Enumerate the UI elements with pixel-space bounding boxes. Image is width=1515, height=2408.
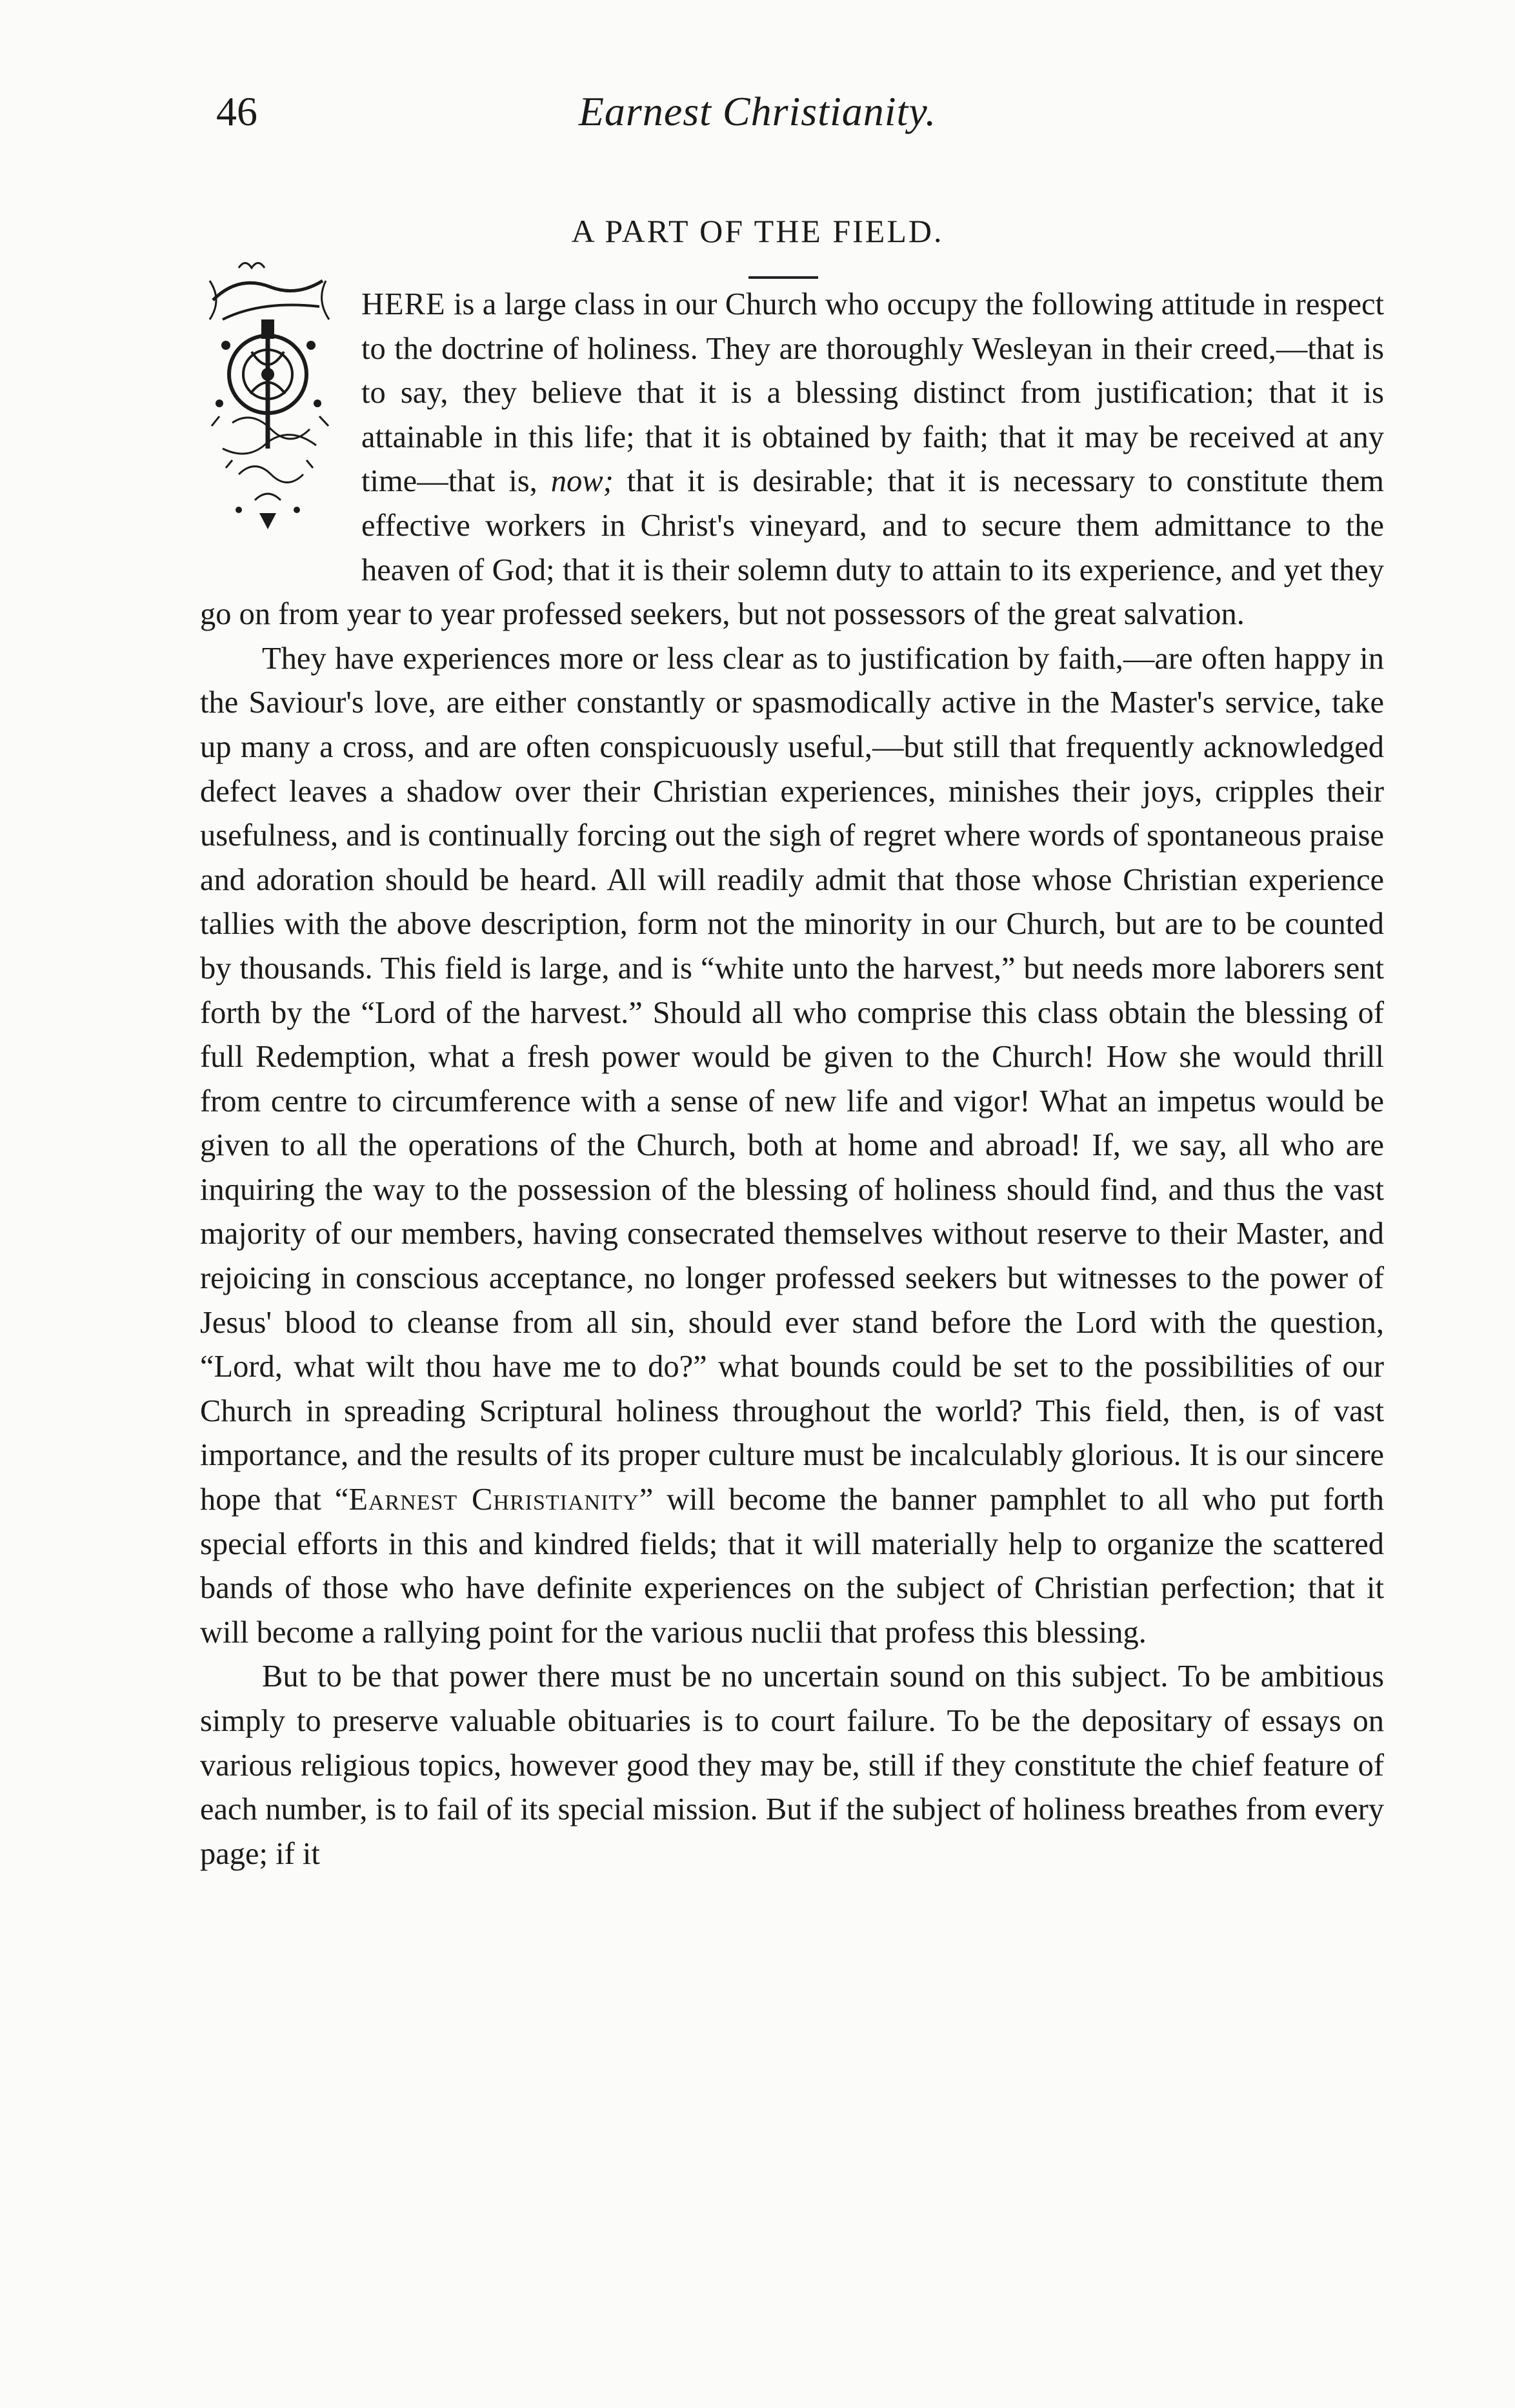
title-divider <box>748 276 818 279</box>
dropcap-letter: T <box>200 255 201 256</box>
article-body <box>200 283 1384 1876</box>
emphasis-now: now; <box>550 464 614 499</box>
page-number: 46 <box>216 88 257 134</box>
running-title: Earnest Christianity. <box>578 88 937 134</box>
opening-word: HERE <box>361 287 446 321</box>
paragraph-3: But to be that power there must be no uncertain sound on this subject. To be ambitious simply to preserve valuable obituaries is to court failure. To be the depositary of essays on various religious topics, however good they may be, still if they constitute the chief feature of each number, is to fail of its special mission. But if the subject of holiness breathes from every page; if it <box>200 1659 1384 1871</box>
section-title: A PART OF THE FIELD. <box>571 213 944 249</box>
paragraph-1: HERE is a large class in our Church who occupy the following attitude in respect to the doctrine of holiness. They are thoroughly Wesleyan in their creed,—that is to say, they believe that it is a blessing distinct from justification; that it is attainable in this life; that it is obtained by faith; that it may be received at any time—that is, now; that it is desirable; that it is necessary to constitute them effective workers in Christ's vineyard, and to secure them admittance to the heaven of God; that it is their solemn duty to attain to its experience, and yet they go on from year to year professed seekers, but not possessors of the great salvation. <box>200 287 1384 632</box>
paragraph-2: They have experiences more or less clear as to justification by faith,—are often happy in the Saviour's love, are either constantly or spasmodically active in the Master's service, take up many a cross, and are often conspicuously useful,—but still that frequently acknowledged defect leaves a shadow over their Christian experiences, minishes their joys, cripples their usefulness, and is continually forcing out the sigh of regret where words of spontaneous praise and adoration should be heard. All will readily admit that those whose Christian experience tallies with the above description, form not the minority in our Church, but are to be counted by thousands. This field is large, and is “white unto the harvest,” but needs more laborers sent forth by the “Lord of the harvest.” Should all who comprise this class obtain the blessing of full Redemption, what a fresh power would be given to the Church! How she would thrill from centre to circumference with a sense of new life and vigor! What an impetus would be given to all the operations of the Church, both at home and abroad! If, we say, all who are inquiring the way to the possession of the blessing of holiness should find, and thus the vast majority of our members, having consecrated themselves without reserve to their Master, and rejoicing in conscious acceptance, no longer professed seekers but witnesses to the power of Jesus' blood to cleanse from all sin, should ever stand before the Lord with the question, “Lord, what wilt thou have me to do?” what bounds could be set to the possibilities of our Church in spreading Scriptural holiness throughout the world? This field, then, is of vast importance, and the results of its proper culture must be incalculably glorious. It is our sincere hope that “Earnest Christianity” will become the banner pamphlet to all who put forth special efforts in this and kindred fields; that it will materially help to organize the scattered bands of those who have definite experiences on the subject of Christian perfection; that it will become a rallying point for the various nuclii that profess this blessing. <box>200 641 1385 1650</box>
running-head <box>0 76 1515 147</box>
pamphlet-title: Earnest Christianity <box>348 1482 639 1517</box>
